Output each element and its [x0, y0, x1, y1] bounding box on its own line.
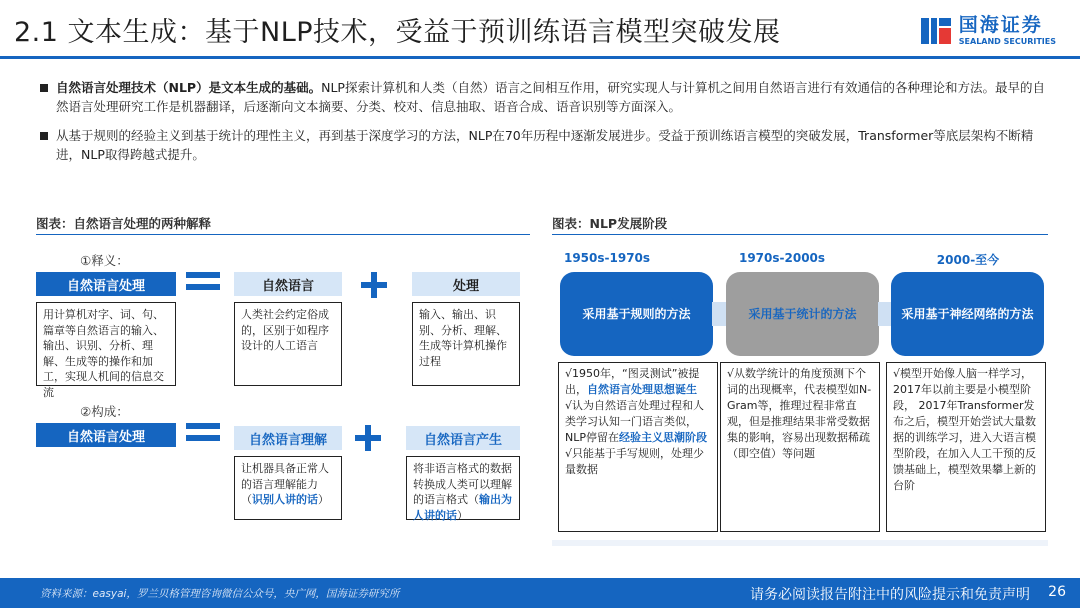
box-nlp-main-2: 自然语言处理 — [36, 423, 176, 447]
logo-name-en: SEALAND SECURITIES — [958, 37, 1056, 46]
company-logo — [919, 14, 1056, 48]
box-nlu: 自然语言理解 — [234, 426, 342, 450]
bullet-item — [40, 78, 1052, 116]
stage-box-statistics-label: 采用基于统计的方法 — [748, 307, 857, 321]
bullet-text: NLP探索计算机和人类（自然）语言之间相互作用，研究实现人与计算机之间用自然语言进行有效通信的各种理论和方法。最早的自然语言处理研究工作是机器翻译，后逐渐向文本摘要、分类、校对、信息抽取、语音合成、语音识别等方面深入。 — [56, 80, 1045, 114]
bullet-bold-lead: 自然语言处理技术（NLP）是文本生成的基础。 — [56, 80, 322, 95]
desc-nlg — [406, 456, 520, 520]
logo-mark-icon — [919, 14, 953, 48]
stage-desc-text: √模型开始像人脑一样学习，2017年以前主要是小模型阶段， 2017年Transformer发布之后，模型开始尝试大量数据的训练学习，进入大语言模型阶段，在加入人工干预的反馈基础上，模型效果攀上新的台阶 — [893, 367, 1036, 492]
stage-box-neural: 采用基于神经网络的方法 — [891, 272, 1044, 356]
logo-name-cn: 国海证券 — [958, 14, 1043, 36]
label-definition: ①释义： — [80, 253, 129, 268]
bullet-square-icon — [40, 84, 48, 92]
stage-period: 1970s-2000s — [738, 251, 826, 265]
right-chart-title: 图表：NLP发展阶段 — [552, 216, 668, 231]
stage-box-statistics — [726, 272, 879, 356]
bullet-square-icon — [40, 132, 48, 140]
page-title: 2.1 文本生成：基于NLP技术，受益于预训练语言模型突破发展 — [14, 17, 781, 48]
box-nlp-main: 自然语言处理 — [36, 272, 176, 296]
right-chart-rule — [552, 234, 1048, 235]
left-chart-rule — [36, 234, 530, 235]
desc-processing: 输入、输出、识别、分析、理解、生成等计算机操作过程 — [412, 302, 520, 386]
equals-icon — [186, 272, 220, 296]
stage-desc-text: √只能基于手写规则，处理少量数据 — [565, 447, 705, 476]
plus-icon — [361, 272, 387, 298]
desc-nlg-highlight: 输出为人讲的话 — [413, 493, 512, 522]
box-processing: 处理 — [412, 272, 520, 296]
page-number: 26 — [1048, 584, 1066, 600]
desc-nlp-main: 用计算机对字、词、句、篇章等自然语言的输入、输出、识别、分析、理解、生成等的操作和加工，实现人机间的信息交流 — [36, 302, 176, 386]
desc-nlg-text: 将非语言格式的数据转换成人类可以理解的语言格式（ — [413, 462, 512, 506]
stage-desc-highlight: 自然语言处理思想诞生 — [587, 383, 697, 396]
stage-desc-text: √1950年，“图灵测试”被提出， — [565, 367, 700, 396]
timeline-base-strip — [552, 540, 1048, 546]
bullet-text: 从基于规则的经验主义到基于统计的理性主义，再到基于深度学习的方法，NLP在70年历程中逐渐发展进步。受益于预训练语言模型的突破发展，Transformer等底层架构不断精进，NLP取得跨越式提升。 — [56, 128, 1034, 162]
left-chart-title: 图表：自然语言处理的两种解释 — [36, 216, 212, 231]
stage-period: 2000-至今 — [936, 253, 1000, 267]
stage-desc-neural — [886, 362, 1046, 532]
box-nlg: 自然语言产生 — [406, 426, 520, 450]
desc-nlu — [234, 456, 342, 520]
stage-period: 1950s-1970s — [563, 251, 651, 265]
footer-source: 资料来源：easyai，罗兰贝格管理咨询微信公众号，央广网，国海证券研究所 — [40, 588, 400, 600]
box-natural-language: 自然语言 — [234, 272, 342, 296]
desc-nlu-highlight: 识别人讲的话 — [252, 493, 318, 506]
stage-desc-rules — [558, 362, 718, 532]
desc-natural-language: 人类社会约定俗成的，区别于如程序设计的人工语言 — [234, 302, 342, 386]
stage-box-rules: 采用基于规则的方法 — [560, 272, 713, 356]
desc-nlg-text-end: ） — [457, 508, 468, 522]
desc-nlu-text-end: ） — [318, 493, 329, 506]
bullet-item — [40, 126, 1052, 164]
stage-desc-text: √从数学统计的角度预测下个词的出现概率，代表模型如N-Gram等，推理过程非常直观，但是推理结果非常受数据集的影响，容易出现数据稀疏（即空值）等问题 — [727, 367, 872, 460]
stage-desc-text: √认为自然语言处理过程和人类学习认知一门语言类似，NLP停留在 — [565, 399, 705, 444]
header-rule — [0, 56, 1080, 59]
footer-bar — [0, 578, 1080, 608]
stage-desc-statistics — [720, 362, 880, 532]
label-composition: ②构成： — [80, 404, 129, 419]
equals-icon — [186, 423, 220, 447]
plus-icon — [355, 425, 381, 451]
footer-disclaimer: 请务必阅读报告附注中的风险提示和免责声明 — [750, 587, 1030, 603]
stage-desc-highlight: 经验主义思潮阶段 — [619, 431, 707, 444]
bullet-list — [40, 78, 1052, 174]
desc-nlu-text: 让机器具备正常人的语言理解能力（ — [241, 462, 329, 506]
